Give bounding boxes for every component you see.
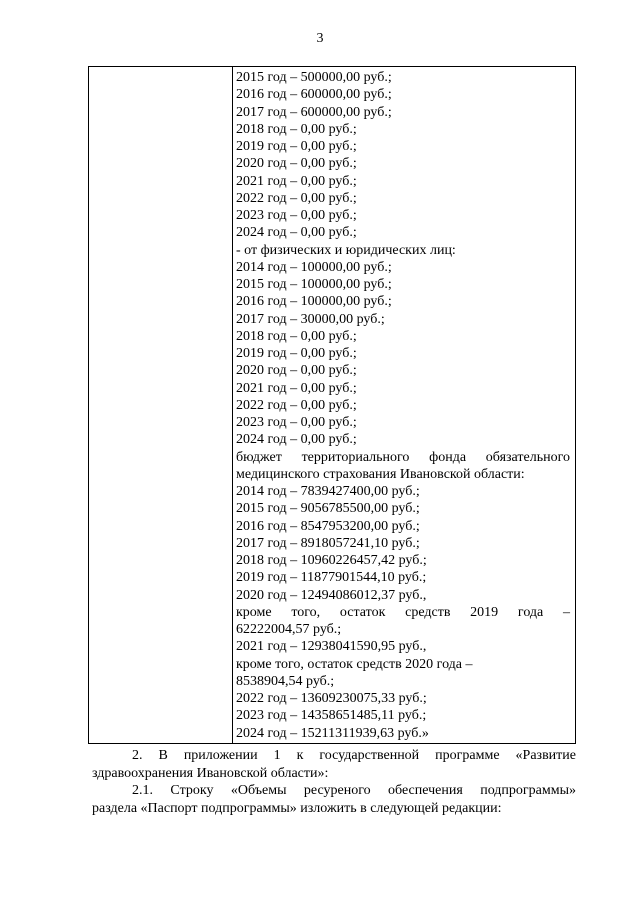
funding-line: 2016 год – 600000,00 руб.; bbox=[236, 87, 392, 103]
funding-line: 2024 год – 15211311939,63 руб.» bbox=[236, 725, 429, 741]
funding-line: 2022 год – 0,00 руб.; bbox=[236, 397, 357, 413]
funding-line: 2019 год – 0,00 руб.; bbox=[236, 139, 357, 154]
funding-source-heading: - от физических и юридических лиц: bbox=[236, 242, 456, 258]
funding-line: 2018 год – 0,00 руб.; bbox=[236, 328, 357, 344]
paragraph-2-line-2: здравоохранения Ивановской области»: bbox=[92, 765, 329, 781]
funding-line: 2017 год – 30000,00 руб.; bbox=[236, 311, 385, 327]
page-number: 3 bbox=[316, 31, 324, 46]
funding-line: 2022 год – 0,00 руб.; bbox=[236, 190, 357, 206]
funding-details-cell bbox=[236, 69, 570, 742]
funding-line: 2017 год – 8918057241,10 руб.; bbox=[236, 535, 420, 551]
funding-source-heading: медицинского страхования Ивановской области: bbox=[236, 466, 525, 482]
funding-note: 8538904,54 руб.; bbox=[236, 673, 335, 689]
funding-line: 2021 год – 0,00 руб.; bbox=[236, 173, 357, 189]
funding-line: 2020 год – 0,00 руб.; bbox=[236, 156, 357, 172]
funding-line: 2020 год – 12494086012,37 руб., bbox=[236, 587, 427, 603]
funding-line: 2022 год – 13609230075,33 руб.; bbox=[236, 691, 427, 706]
funding-line: 2017 год – 600000,00 руб.; bbox=[236, 104, 392, 120]
paragraph-2-line-1: 2. В приложении 1 к государственной программе «Развитие bbox=[132, 748, 576, 763]
funding-source-heading: бюджет территориального фонда обязательного bbox=[236, 449, 570, 465]
funding-line: 2018 год – 10960226457,42 руб.; bbox=[236, 553, 427, 568]
funding-line: 2016 год – 100000,00 руб.; bbox=[236, 294, 392, 310]
funding-note: 62222004,57 руб.; bbox=[236, 622, 342, 637]
funding-line: 2015 год – 100000,00 руб.; bbox=[236, 277, 392, 292]
funding-line: 2024 год – 0,00 руб.; bbox=[236, 432, 357, 448]
funding-line: 2015 год – 500000,00 руб.; bbox=[236, 70, 392, 85]
funding-line: 2019 год – 0,00 руб.; bbox=[236, 346, 357, 361]
paragraph-2-1-line-2: раздела «Паспорт подпрограммы» изложить в следующей редакции: bbox=[92, 800, 502, 816]
funding-line: 2016 год – 8547953200,00 руб.; bbox=[236, 518, 420, 534]
funding-line: 2018 год – 0,00 руб.; bbox=[236, 121, 357, 137]
funding-line: 2021 год – 12938041590,95 руб., bbox=[236, 639, 427, 655]
funding-line: 2021 год – 0,00 руб.; bbox=[236, 380, 357, 396]
funding-line: 2020 год – 0,00 руб.; bbox=[236, 363, 357, 379]
funding-line: 2014 год – 7839427400,00 руб.; bbox=[236, 484, 420, 499]
funding-line: 2023 год – 0,00 руб.; bbox=[236, 415, 357, 430]
funding-table bbox=[88, 66, 576, 744]
funding-line: 2019 год – 11877901544,10 руб.; bbox=[236, 570, 427, 586]
table-column-divider bbox=[232, 67, 233, 743]
funding-line: 2023 год – 0,00 руб.; bbox=[236, 208, 357, 223]
funding-line: 2014 год – 100000,00 руб.; bbox=[236, 259, 392, 275]
funding-line: 2015 год – 9056785500,00 руб.; bbox=[236, 501, 420, 517]
paragraph-2-1-line-1: 2.1. Строку «Объемы ресуреного обеспечения подпрограммы» bbox=[132, 783, 576, 798]
document-body bbox=[92, 747, 576, 817]
funding-note: кроме того, остаток средств 2020 года – bbox=[236, 656, 473, 672]
funding-line: 2023 год – 14358651485,11 руб.; bbox=[236, 708, 427, 724]
funding-line: 2024 год – 0,00 руб.; bbox=[236, 225, 357, 241]
funding-note: кроме того, остаток средств 2019 года – bbox=[236, 604, 570, 620]
